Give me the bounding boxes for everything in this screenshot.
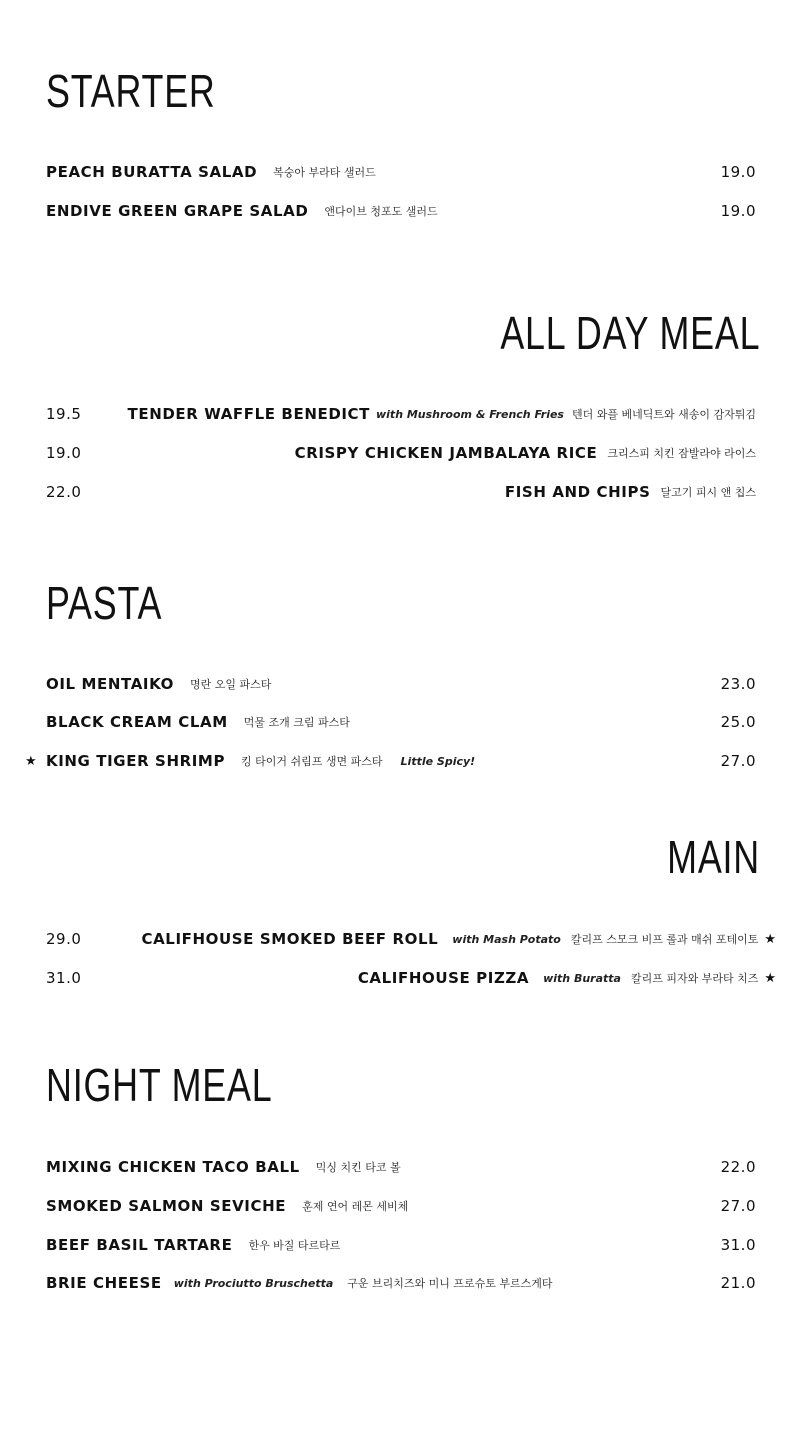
item-korean-name: 달고기 피시 앤 칩스	[660, 486, 756, 499]
item-price: 19.5	[46, 405, 82, 423]
star-icon: ★	[25, 753, 37, 769]
item-korean-name: 크리스피 치킨 잠발라야 라이스	[607, 447, 756, 460]
item-price: 19.0	[720, 163, 756, 181]
menu-item	[46, 160, 756, 184]
item-price: 19.0	[720, 202, 756, 220]
item-name: CRISPY CHICKEN JAMBALAYA RICE	[294, 444, 598, 462]
item-price: 23.0	[720, 675, 756, 693]
menu-item	[46, 441, 756, 465]
menu-item	[46, 1194, 756, 1218]
section-title-all-day-meal: ALL DAY MEAL	[500, 307, 760, 359]
menu-item	[46, 1233, 756, 1257]
menu-item	[46, 199, 756, 223]
item-price: 25.0	[720, 713, 756, 731]
section-title-main: MAIN	[667, 831, 760, 883]
item-korean-name: 먹물 조개 크림 파스타	[243, 716, 350, 729]
item-note: with Buratta	[543, 971, 621, 985]
item-price: 27.0	[720, 1197, 756, 1215]
item-name: KING TIGER SHRIMP	[46, 752, 226, 770]
item-korean-name: 칼리프 피자와 부라타 치즈	[630, 972, 759, 985]
item-name: MIXING CHICKEN TACO BALL	[46, 1158, 300, 1176]
item-korean-name: 명란 오일 파스타	[190, 678, 272, 691]
item-price: 21.0	[720, 1274, 756, 1292]
item-korean-name: 텐더 와플 베네딕트와 새송이 감자튀김	[571, 408, 756, 421]
item-korean-name: 훈제 연어 레몬 세비체	[302, 1200, 409, 1213]
item-note: with Mash Potato	[452, 932, 561, 946]
menu-item	[46, 672, 756, 696]
item-name: CALIFHOUSE SMOKED BEEF ROLL	[141, 930, 439, 948]
menu-item	[46, 927, 776, 951]
item-note: Little Spicy!	[400, 754, 476, 768]
item-korean-name: 믹싱 치킨 타코 볼	[315, 1161, 401, 1174]
item-price: 31.0	[46, 969, 82, 987]
item-korean-name: 킹 타이거 쉬림프 생면 파스타	[241, 755, 383, 768]
item-price: 22.0	[720, 1158, 756, 1176]
item-note: with Mushroom & French Fries	[376, 407, 564, 421]
item-note: with Prociutto Bruschetta	[173, 1276, 334, 1290]
item-name: BLACK CREAM CLAM	[46, 713, 228, 731]
menu-item	[46, 710, 756, 734]
item-name: FISH AND CHIPS	[504, 483, 651, 501]
item-price: 27.0	[720, 752, 756, 770]
item-name: BRIE CHEESE	[46, 1274, 162, 1292]
item-price: 22.0	[46, 483, 82, 501]
menu-item	[46, 1271, 756, 1295]
item-name: ENDIVE GREEN GRAPE SALAD	[46, 202, 309, 220]
section-title-pasta: PASTA	[46, 577, 163, 629]
menu-item	[46, 402, 756, 426]
item-price: 31.0	[720, 1236, 756, 1254]
item-korean-name: 구운 브리치즈와 미니 프로슈토 부르스게타	[347, 1277, 553, 1290]
menu-item	[46, 480, 756, 504]
menu-item	[46, 966, 776, 990]
item-name: TENDER WAFFLE BENEDICT	[127, 405, 370, 423]
star-icon: ★	[764, 931, 776, 947]
item-name: OIL MENTAIKO	[46, 675, 174, 693]
star-icon: ★	[764, 970, 776, 986]
item-name: PEACH BURATTA SALAD	[46, 163, 258, 181]
item-korean-name: 앤다이브 청포도 샐러드	[324, 205, 438, 218]
item-name: BEEF BASIL TARTARE	[46, 1236, 233, 1254]
item-korean-name: 칼리프 스모크 비프 롤과 매쉬 포테이토	[570, 933, 759, 946]
item-price: 19.0	[46, 444, 82, 462]
section-title-night-meal: NIGHT MEAL	[46, 1059, 273, 1111]
item-name: SMOKED SALMON SEVICHE	[46, 1197, 287, 1215]
menu-item	[25, 749, 756, 773]
item-name: CALIFHOUSE PIZZA	[357, 969, 530, 987]
section-title-starter: STARTER	[46, 65, 216, 117]
item-price: 29.0	[46, 930, 82, 948]
item-korean-name: 복숭아 부라타 샐러드	[273, 166, 376, 179]
item-korean-name: 한우 바질 타르타르	[248, 1239, 341, 1252]
menu-item	[46, 1155, 756, 1179]
